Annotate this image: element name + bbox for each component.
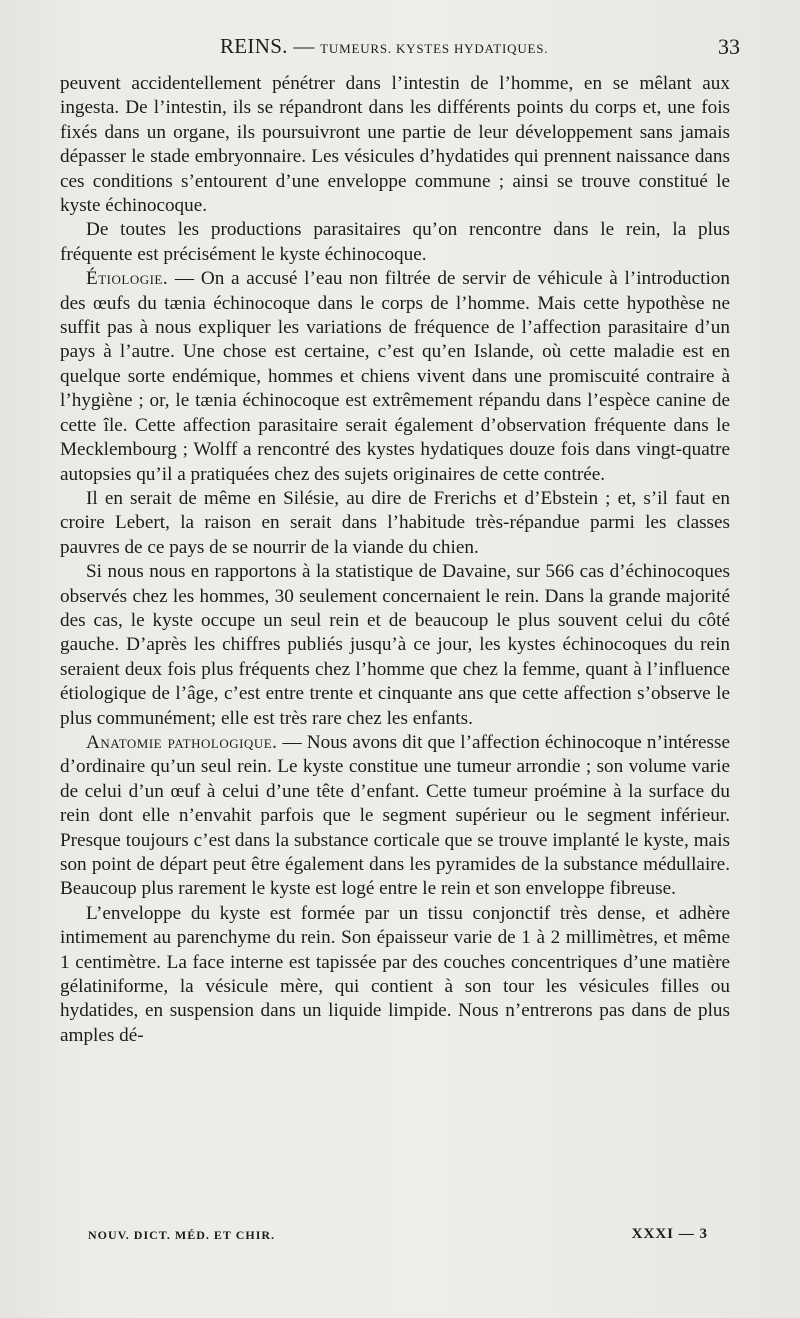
running-subtitle: TUMEURS. KYSTES HYDATIQUES. [320, 41, 549, 56]
paragraph-text: De toutes les productions parasitaires qu’on rencontre dans le rein, la plus fréquente est précisément le kyste échinocoque. [60, 219, 730, 265]
running-head [220, 34, 548, 59]
paragraph-text: — On a accusé l’eau non filtrée de servir de véhicule à l’introduction des œufs du tænia échinocoque dans le corps de l’homme. Mais cette hypothèse ne suffit pas à nous expliquer les variations de fréquence de l’affection parasitaire d’un pays à l’autre. Une chose est certaine, c’est qu’en Islande, où cette maladie est en quelque sorte endémique, hommes et chiens vivent dans une promiscuité contraire à l’hygiène ; or, le tænia échinocoque est extrêmement répandu dans l’espèce canine de cette île. Cette affection parasitaire serait également d’observation fréquente dans le Mecklembourg ; Wolff a rencontré des kystes hydatiques douze fois dans vingt-quatre autopsies qu’il a pratiquées chez des sujets originaires de cette contrée. [60, 268, 730, 485]
page-body [60, 72, 730, 1048]
paragraph-text: — Nous avons dit que l’affection échinocoque n’intéresse d’ordinaire qu’un seul rein. Le kyste constitue une tumeur arrondie ; son volume varie de celui d’un œuf à celui d’une tête d’enfant. Cette tumeur proémine à la surface du rein dont elle n’envahit parfois que le segment supérieur ou le segment inférieur. Presque toujours c’est dans la substance corticale que se trouve implanté le kyste, mais son point de départ peut être également dans les pyramides de la substance médullaire. Beaucoup plus rarement le kyste est logé entre le rein et son enveloppe fibreuse. [60, 731, 730, 900]
paragraph-4 [60, 487, 730, 560]
paragraph-text: L’enveloppe du kyste est formée par un tissu conjonctif très dense, et adhère intimement au parenchyme du rein. Son épaisseur varie de 1 à 2 millimètres, et même 1 centimètre. La face interne est tapissée par des couches concentriques d’une matière gélatiniforme, la vésicule mère, qui contient à son tour les vésicules filles ou hydatides, en suspension dans un liquide limpide. Nous n’entrerons pas dans de plus amples dé- [60, 902, 730, 1046]
running-header [60, 34, 740, 64]
section-heading: Étiologie. [86, 268, 169, 290]
paragraph-text: Il en serait de même en Silésie, au dire de Frerichs et d’Ebstein ; et, s’il faut en croire Lebert, la raison en serait dans l’habitude très-répandue parmi les classes pauvres de ce pays de se nourrir de la viande du chien. [60, 487, 730, 558]
header-dash: — [293, 34, 315, 58]
paragraph-5 [60, 560, 730, 731]
paragraph-text: peuvent accidentellement pénétrer dans l’intestin de l’homme, en se mêlant aux ingesta. De l’intestin, ils se répandront dans les différents points du corps et, une fois fixés dans un organe, ils poursuivront une partie de leur développement sans jamais dépasser le stade embryonnaire. Les vésicules d’hydatides qui prennent naissance dans ces conditions s’entourent d’une enveloppe commune ; ainsi se trouve constitué le kyste échinocoque. [60, 73, 730, 217]
paragraph-text: Si nous nous en rapportons à la statistique de Davaine, sur 566 cas d’échinocoques observés chez les hommes, 30 seulement concernaient le rein. Dans la grande majorité des cas, le kyste occupe un seul rein et de beaucoup le plus souvent celui du côté gauche. D’après les chiffres publiés jusqu’à ce jour, les kystes échinocoques du rein seraient deux fois plus fréquents chez l’homme que chez la femme, quant à l’influence étiologique de l’âge, c’est entre trente et cinquante ans que cette affection s’observe le plus communément; elle est très rare chez les enfants. [60, 561, 730, 729]
paragraph-etiologie [60, 267, 730, 487]
section-heading: Anatomie pathologique. [86, 731, 278, 753]
footer-volume: XXXI — 3 [631, 1226, 708, 1242]
paragraph-2 [60, 218, 730, 267]
paragraph-anatomie [60, 731, 730, 902]
running-title: REINS. [220, 34, 288, 58]
paragraph-7 [60, 902, 730, 1048]
paragraph-1 [60, 72, 730, 218]
page-footer [88, 1228, 708, 1248]
footer-signature: NOUV. DICT. MÉD. ET CHIR. [88, 1228, 276, 1242]
page-number: 33 [718, 34, 740, 59]
